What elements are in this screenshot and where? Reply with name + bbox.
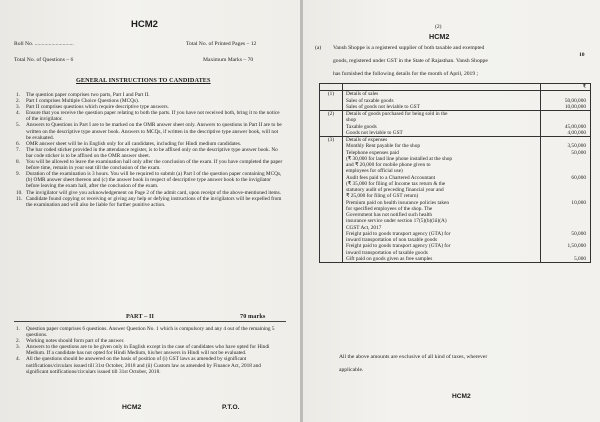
instruction-text: Answers to the questions are to be given only in English except in the case of candidates who have opted for Hindi Medium. If a candidate has not opted for Hindi Medium, his/her answers in Hindi will not be evaluated.	[26, 344, 270, 357]
description-line: Details of goods purchased for being sold in the	[346, 111, 448, 117]
instruction-number: 3.	[16, 344, 20, 351]
description-line: Audit fees paid to a Chartered Accountant	[346, 174, 436, 181]
details-table	[319, 83, 591, 263]
instruction-item	[16, 196, 284, 208]
description-line: (₹ 35,000 for filing of Income tax return & the	[346, 180, 446, 187]
instruction-number: 7.	[16, 146, 20, 153]
instruction-item	[16, 344, 284, 356]
amount-value: 1,50,000	[567, 243, 586, 250]
instruction-number: 4.	[16, 356, 20, 363]
amount-value: 10,00,000	[564, 103, 586, 110]
general-instructions-heading: GENERAL INSTRUCTIONS TO CANDIDATES	[76, 77, 211, 84]
instruction-number: 9.	[16, 171, 20, 178]
description-line: Details of expenses	[346, 137, 388, 143]
description-line: (₹ 30,000 for land line phone installed at the shop	[346, 155, 453, 162]
instruction-text: All the questions should be answered on the basis of position of (i) GST laws as amended by significant notifications/circulars issued till 31st October, 2018 and (ii) Custom law as amended by Finance Act, 2018 and significant notifications/circulars issued till 31st October, 2018.	[26, 356, 261, 375]
description-line: statutory audit of preceding financial year and	[346, 187, 444, 193]
description-line: Freight paid to goods transport agency (GTA) for	[346, 230, 451, 237]
amount-value: 50,000	[571, 149, 586, 156]
instruction-number: 4.	[16, 110, 20, 117]
question-line-1: Vansh Shoppe is a registered supplier of both taxable and exempted	[333, 45, 485, 51]
instruction-text: Working notes should form part of the answer.	[26, 338, 125, 345]
description-line: CGST Act, 2017	[346, 224, 382, 231]
row-number: (2)	[320, 111, 343, 137]
description-line: for specified employees of the shop. The	[346, 205, 433, 212]
amount-value: 10,000	[571, 199, 586, 206]
instruction-text: The question paper comprises two parts, Part I and Part II.	[26, 92, 150, 98]
page-code: HCM2	[429, 32, 450, 41]
row-number: (1)	[320, 91, 343, 111]
pto-label: P.T.O.	[222, 404, 240, 411]
amount-value: 45,00,000	[564, 123, 586, 130]
table-row	[320, 91, 591, 111]
instruction-number: 8.	[16, 159, 20, 166]
row-number: (3)	[320, 137, 343, 263]
amount-value: 60,000	[571, 174, 586, 181]
instruction-item	[16, 171, 284, 189]
description-line: inward transportation of non taxable goods	[346, 237, 438, 243]
amount-value: 50,000	[571, 230, 586, 237]
page-number: (2)	[435, 24, 442, 30]
maximum-marks: Maximum Marks – 70	[203, 57, 254, 63]
instruction-text: Candidate found copying or receiving or giving any help or defying instructions of the invigilators will be expelled from the examination and will also be liable for further punitive action.	[26, 195, 282, 208]
instruction-number: 1.	[16, 92, 20, 98]
row-amounts	[541, 91, 591, 111]
instruction-text: Answers to Questions in Part I are to be marked on the OMR answer sheet only. Answers to questions in Part II are to be written on the descriptive type answer book. Answers to MCQs, if written in the descriptive type answer book, will not be evaluated.	[26, 122, 282, 141]
instruction-text: Part II comprises questions which require descriptive type answers.	[26, 104, 169, 111]
description-line: Sales of taxable goods	[346, 97, 394, 104]
row-description	[343, 111, 541, 137]
instruction-text: The invigilator will give you acknowledgement on Page 2 of the admit card, upon receipt of the above-mentioned items.	[26, 189, 282, 196]
instruction-text: Duration of the examination is 3 hours. You will be required to submit (a) Part I of the question paper containing MCQs, (b) OMR answer sheet thereon and (c) the answer book in respect of descriptive type answer book to the invigilator before leaving the exam hall, after the conclusion of the exam.	[26, 171, 282, 190]
description-line: and ₹ 20,000 for mobile phone given to	[346, 162, 431, 168]
instruction-item	[16, 122, 284, 140]
description-line: Sales of goods not leviable to GST	[346, 103, 420, 110]
instruction-number: 10.	[16, 189, 23, 196]
description-line: Premium paid on health insurance policies taken	[346, 199, 449, 206]
row-amounts	[541, 111, 591, 137]
instruction-item	[16, 326, 284, 338]
paper-code: HCM2	[131, 19, 158, 30]
instruction-item	[16, 356, 284, 374]
rupee-column-header: ₹	[541, 84, 591, 91]
footer-code: HCM2	[122, 404, 142, 411]
description-line: insurance service under section 17(5)(b)(iii)(A)	[346, 218, 447, 225]
part-2-divider	[14, 321, 286, 322]
row-amounts	[541, 137, 591, 263]
description-line: Government has not notified such health	[346, 212, 433, 218]
printed-pages: Total No. of Printed Pages – 12	[186, 41, 257, 47]
description-line: Gift paid on goods given as free samples	[346, 255, 433, 262]
note-line-1: All the above amounts are exclusive of all kind of taxes, wherever	[339, 354, 488, 360]
question-marks: 10	[579, 52, 585, 58]
part-2-instructions-list	[16, 326, 284, 375]
instruction-number: 11.	[16, 195, 23, 202]
amount-value: 5,000	[574, 255, 586, 262]
description-line: ₹ 25,000 for filing of GST return)	[346, 193, 419, 200]
amount-value: 50,00,000	[564, 97, 586, 104]
instruction-number: 6.	[16, 140, 20, 147]
part-2-marks: 70 marks	[240, 313, 266, 320]
instruction-text: OMR answer sheet will be in English only for all candidates, including for Hindi medium candidates.	[26, 140, 242, 147]
description-line: employees for official use)	[346, 168, 403, 175]
instruction-text: The bar coded sticker provided in the attendance register, is to be affixed only on the descriptive type answer book. No bar code sticker is to be affixed on the OMR answer sheet.	[26, 146, 278, 159]
description-line: Monthly Rent payable for the shop	[346, 143, 420, 150]
instruction-item	[16, 110, 284, 122]
table-row	[320, 111, 591, 137]
question-label: (a)	[315, 45, 322, 51]
instruction-text: Ensure that you receive the question paper relating to both the parts. If you have not received both, bring it to the notice of the invigilator.	[26, 110, 280, 123]
description-line: Taxable goods	[346, 123, 377, 130]
footer-code: HCM2	[452, 393, 471, 400]
total-questions: Total No. of Questions – 6	[14, 57, 74, 63]
instruction-number: 2.	[16, 98, 20, 105]
instruction-number: 5.	[16, 122, 20, 129]
instruction-number: 1.	[16, 326, 20, 332]
instruction-item	[16, 159, 284, 171]
description-line: Details of sales	[346, 91, 379, 98]
description-line: Freight paid to goods transport agency (GTA) for	[346, 243, 451, 250]
instruction-text: You will be allowed to leave the examination hall only after the conclusion of the exam. If you have completed the paper before time, remain in your seat till the conclusion of the exam.	[26, 159, 283, 172]
part-2-heading: PART – II	[126, 313, 154, 320]
description-line: Goods not leviable to GST	[346, 129, 403, 136]
instruction-text: Question paper comprises 6 questions. Answer Question No. 1 which is compulsory and any 4 out of the remaining 5 questions.	[26, 326, 275, 339]
question-line-2: goods, registered under GST in the State of Rajasthan. Vansh Shoppe	[333, 58, 488, 64]
note-line-2: applicable.	[339, 367, 364, 373]
instruction-item	[16, 147, 284, 159]
description-line: shop	[346, 117, 357, 124]
instruction-text: Part I comprises Multiple Choice Questions (MCQs).	[26, 98, 140, 105]
row-description	[343, 91, 541, 111]
roll-no-field: Roll No. ............................	[14, 41, 74, 47]
general-instructions-list	[16, 92, 284, 208]
description-line: Telephone expenses paid	[346, 149, 399, 156]
instruction-number: 3.	[16, 104, 20, 111]
amount-value: 4,00,000	[567, 129, 586, 136]
instruction-number: 2.	[16, 338, 20, 345]
amount-value: 3,50,000	[567, 143, 586, 150]
row-description	[343, 137, 541, 263]
question-line-3: has furnished the following details for the month of April, 2019 ;	[333, 71, 479, 77]
table-row	[320, 137, 591, 263]
description-line: inward transportation of taxable goods	[346, 249, 428, 256]
right-page	[303, 0, 600, 422]
